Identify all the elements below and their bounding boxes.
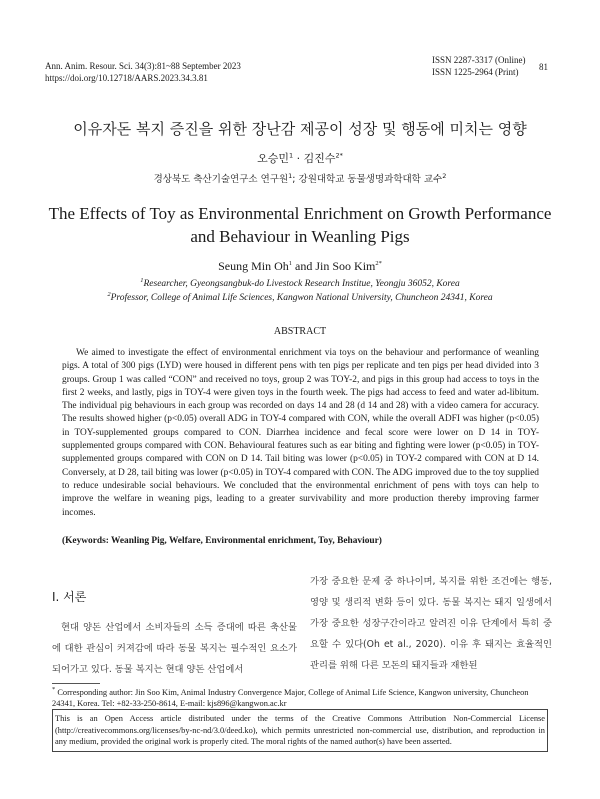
journal-line: Ann. Anim. Resour. Sci. 34(3):81~88 September 2023 [45, 61, 241, 71]
doi-link[interactable]: https://doi.org/10.12718/AARS.2023.34.3.81 [45, 72, 208, 83]
open-access-license-box: This is an Open Access article distributed under the terms of the Creative Commons Attribution Non-Commercial License (http://creativecommons.org/licenses/by-nc-nd/3.0/deed.ko), which permits unrestricted non-commercial use, distribution, and reproduction in any medium, provided the original work is properly cited. The moral rights of the named author(s) have been asserted. [52, 709, 548, 752]
english-author-1: Seung Min Oh [218, 259, 289, 273]
introduction-left-text: 현대 양돈 산업에서 소비자들의 소득 증대에 따른 축산물에 대한 관심이 커져감에 따라 동물 복지는 필수적인 요소가 되어가고 있다. 동물 복지는 현대 양돈 산업에서 [52, 622, 297, 675]
korean-affiliation-separator: ; [292, 174, 299, 185]
korean-authors [0, 150, 600, 166]
journal-citation [45, 61, 241, 84]
english-author-1-sup: 1 [288, 260, 293, 267]
korean-affiliation-1-sup: 1 [288, 171, 293, 180]
abstract-heading: ABSTRACT [273, 326, 327, 337]
korean-affiliation-1: 경상북도 축산기술연구소 연구원 [153, 174, 289, 185]
footnote-text: Corresponding author: Jin Soo Kim, Animal Industry Convergence Major, College of Animal Life Science, Kangwon university, Chuncheon 24341, Korea. Tel: +82-33-250-8614, E-mail: kjs896@kangwon.ac.kr [52, 688, 529, 708]
english-author-and: and [292, 259, 316, 273]
issn-print: ISSN 1225-2964 (Print) [432, 66, 519, 77]
abstract-body [62, 347, 539, 520]
english-author-2: Jin Soo Kim [315, 259, 376, 273]
korean-author-1: 오승민 [257, 152, 289, 165]
korean-author-1-sup: 1 [288, 151, 294, 160]
english-affiliation-1 [0, 276, 600, 289]
korean-affiliations [0, 171, 600, 185]
english-affiliation-2 [0, 290, 600, 303]
english-affiliation-2-sup: 2 [107, 290, 111, 298]
introduction-left-column [52, 617, 297, 680]
page-number: 81 [539, 62, 548, 72]
introduction-right-column: 가장 중요한 문제 중 하나이며, 복지를 위한 조건에는 행동, 영양 및 생리적 변화 등이 있다. 동물 복지는 돼지 일생에서 가장 중요한 성장구간이라고 알려진 이유 단계에서 특히 중요할 수 있다(Oh et al., 2020). 이유 후 돼지는 효율적인 관리를 위해 다른 모돈의 돼지들과 재한된 [310, 576, 552, 671]
english-title: The Effects of Toy as Environmental Enrichment on Growth Performance and Behaviour in Weanling Pigs [48, 204, 552, 246]
corresponding-author-footnote [52, 687, 552, 709]
english-authors [0, 259, 600, 274]
english-affiliation-1-text: Researcher, Gyeongsangbuk-do Livestock Research Institue, Yeongju 36052, Korea [143, 279, 460, 289]
english-affiliation-1-sup: 1 [140, 276, 144, 284]
korean-title: 이유자돈 복지 증진을 위한 장난감 제공이 성장 및 행동에 미치는 영향 [73, 120, 527, 138]
korean-author-separator: · [293, 152, 304, 165]
issn-block [432, 55, 526, 78]
issn-online: ISSN 2287-3317 (Online) [432, 55, 526, 65]
english-affiliation-2-text: Professor, College of Animal Life Sciences, Kangwon National University, Chuncheon 24341, Korea [110, 293, 493, 303]
korean-affiliation-2: 강원대학교 동물생명과학대학 교수 [298, 174, 443, 185]
korean-author-2: 김진수 [303, 152, 336, 165]
introduction-heading: Ⅰ. 서론 [52, 590, 87, 604]
abstract-keywords: (Keywords: Weanling Pig, Welfare, Environmental enrichment, Toy, Behaviour) [62, 536, 382, 546]
korean-affiliation-2-sup: 2 [442, 171, 447, 180]
footnote-mark: * [52, 686, 56, 694]
footnote-divider [52, 683, 100, 684]
english-author-2-sup: 2* [375, 260, 382, 267]
abstract-text: We aimed to investigate the effect of environmental enrichment via toys on the behaviour and performance of weanling pigs. A total of 300 pigs (LYD) were housed in different pens with ten pigs per replicate and ten pigs per head divided into 3 groups. Group 1 was called “CON” and received no toys, group 2 was TOY-2, and pigs in this group had access to toys in the first 2 weeks, and lastly, pigs in TOY-4 were given toys in the fourth week. The pigs had access to feed and water ad-libitum. The individual pig behaviours in each group was recorded on days 14 and 28 (d 14 and 28) with a video camera for accuracy. The results showed higher (p<0.05) overall ADG in TOY-4 compared with CON, while the overall ADFI was higher (p<0.05) in TOY-supplemented groups compared to CON. Diarrhea incidence and fecal score were lower on D 14 in TOY-supplemented groups compared with CON. Behavioural features such as ear biting and fighting were lower (p<0.05) in TOY-supplemented groups compared with CON on D 14. Tail biting was lower (p<0.05) in TOY-2 compared with CON at D 14. Conversely, at D 28, tail biting was lower (p<0.05) in TOY-4 compared with CON. The ADG improved due to the toy supplied to reduce undesirable social behaviours. We concluded that the environmental enrichment of pens with toys can help to improve the welfare in weaning pigs, leading to a greater survivability and more production thereby improving farmer incomes. [62, 348, 539, 518]
korean-author-2-sup: 2* [335, 151, 343, 160]
